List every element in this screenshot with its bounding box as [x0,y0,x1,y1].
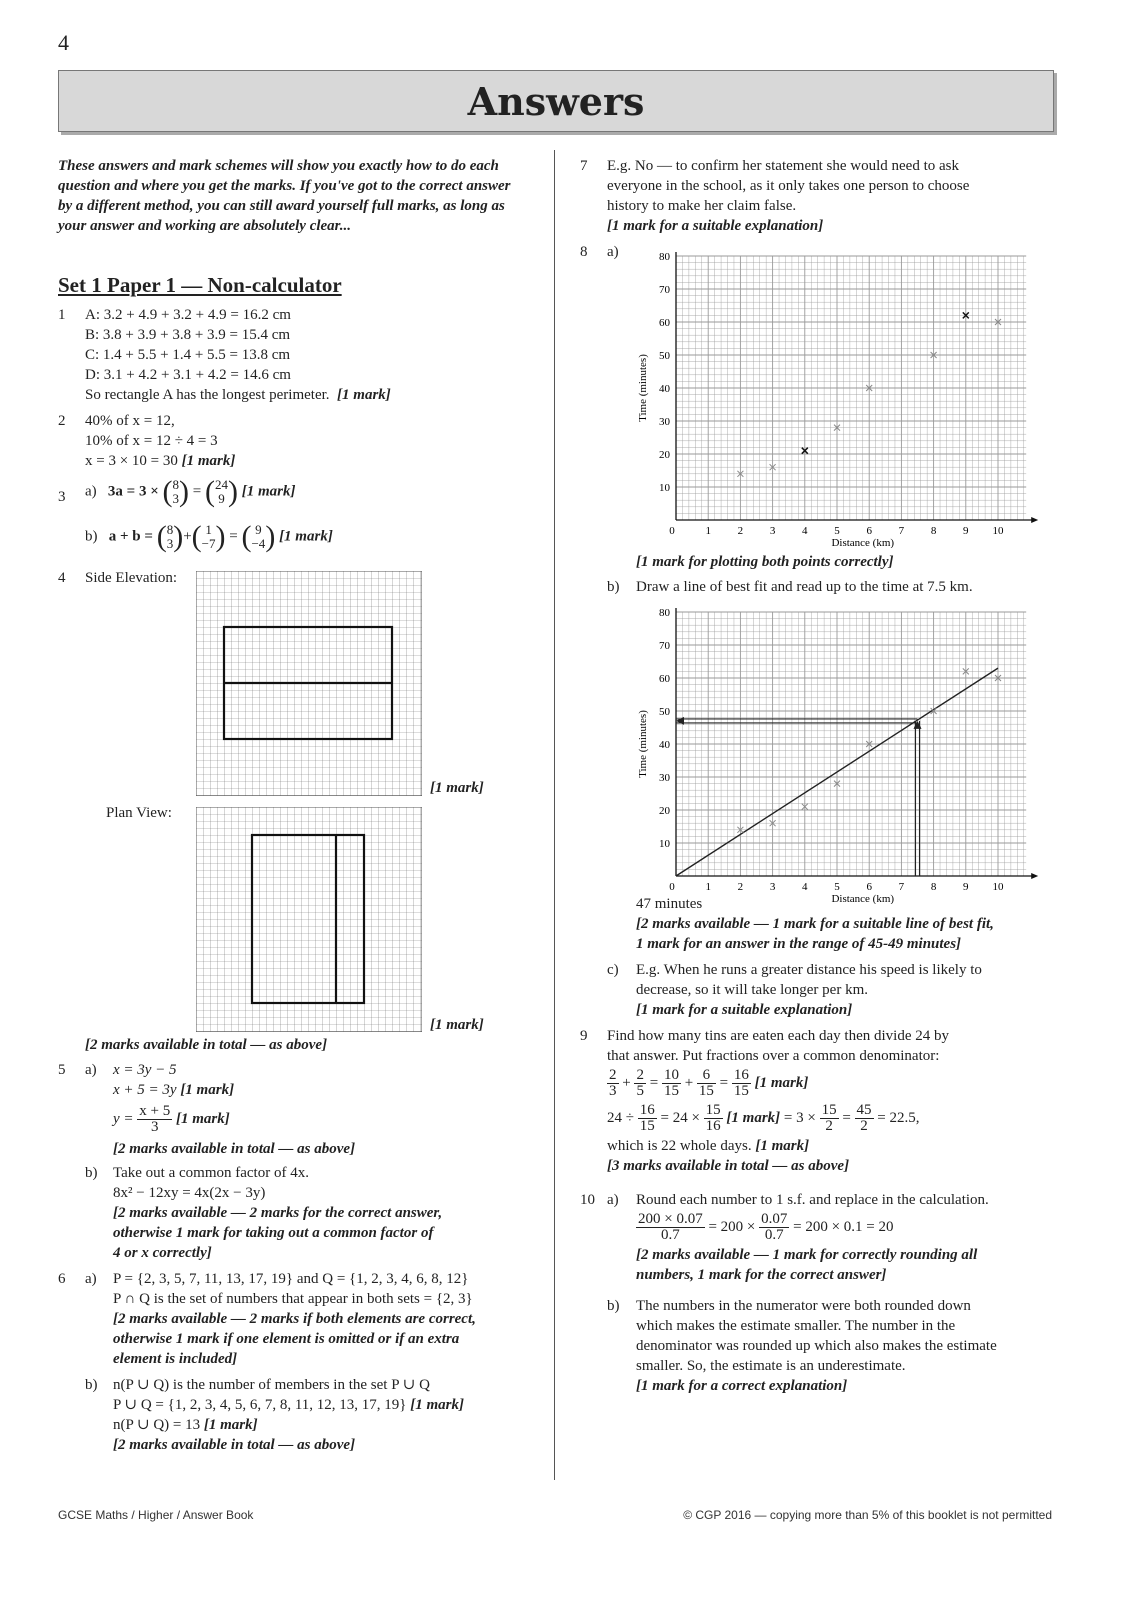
q1-line: A: 3.2 + 4.9 + 3.2 + 4.9 = 16.2 cm [85,307,291,323]
x-tick-label: 1 [705,525,711,537]
y-tick-label: 50 [659,350,670,362]
y-tick-label: 20 [659,805,670,817]
y-tick-label: 50 [659,706,670,718]
q4-plan-label: Plan View: [106,805,172,821]
q1-line: C: 1.4 + 5.5 + 1.4 + 5.5 = 13.8 cm [85,347,291,363]
y-tick-label: 20 [659,449,670,461]
q8-b-answer: 47 minutes [636,896,703,912]
q10-b-label: b) [607,1298,620,1314]
x-tick-label: 1 [705,881,711,893]
q3-b-mark: [1 mark] [279,528,333,545]
q4-mark-1: [1 mark] [430,780,484,796]
q6-b-label: b) [85,1377,98,1393]
q1-number: 1 [58,307,66,323]
y-tick-label: 10 [659,838,670,850]
q8-a-label: a) [607,244,619,260]
x-tick-label: 4 [802,881,808,893]
q1-line: D: 3.1 + 4.2 + 3.1 + 4.2 = 14.6 cm [85,367,291,383]
q7-number: 7 [580,158,588,174]
q10-b-body: The numbers in the numerator were both rounded down which makes the estimate smaller. The number in the denominator was rounded up which also makes the estimate smaller. So, the estimate is an underestimate. [1 mark for a correct explanation] [636,1298,997,1394]
q3-part-b: b) a + b = (8 3)+( 1 −7) = ( 9 −4) [1 mark] [85,520,333,553]
y-tick-label: 70 [659,640,670,652]
y-axis-label: Time (minutes) [637,354,649,422]
column-divider [554,150,555,1480]
page-title: Answers [467,79,645,124]
q6-b-body: n(P ∪ Q) is the number of members in the set P ∪ Q P ∪ Q = {1, 2, 3, 4, 5, 6, 7, 8, 11, 12, 13, 17, 19} [1 mark] n(P ∪ Q) = 13 [1 mark] [2 marks available in total — as above] [113,1377,464,1453]
footer-left: GCSE Maths / Higher / Answer Book [58,1508,254,1522]
x-axis-label: Distance (km) [831,893,895,904]
q2-mark: [1 mark] [181,453,236,469]
x-tick-label: 7 [898,525,905,537]
q8-b-text: Draw a line of best fit and read up to the time at 7.5 km. [636,579,973,595]
page-number: 4 [58,30,69,55]
x-tick-label: 2 [737,525,744,537]
reading-arrow-left [676,717,684,725]
q8-a-mark: [1 mark for plotting both points correctly] [636,554,894,570]
footer-right: © CGP 2016 — copying more than 5% of this booklet is not permitted [683,1508,1052,1522]
x-tick-label: 8 [930,881,937,893]
y-tick-label: 40 [659,383,670,395]
q10-number: 10 [580,1192,595,1208]
x-tick-label: 5 [834,881,840,893]
x-tick-label: 10 [992,525,1004,537]
q7-body: E.g. No — to confirm her statement she would need to ask everyone in the school, as it only takes one person to choose history to make her claim false. [1 mark for a suitable explanation] [607,158,970,234]
x-tick-label: 8 [930,525,937,537]
y-axis-label: Time (minutes) [637,710,649,778]
x-tick-label: 6 [866,525,872,537]
q4-mark-2: [1 mark] [430,1017,484,1033]
q1-conclusion: So rectangle A has the longest perimeter. [1 mark] [85,387,391,403]
q1-line: B: 3.8 + 3.9 + 3.8 + 3.9 = 15.4 cm [85,327,291,343]
x-tick-label: 10 [992,881,1004,893]
q1-mark: [1 mark] [337,387,391,403]
q5-number: 5 [58,1062,66,1078]
y-tick-label: 60 [659,317,670,329]
q3-number: 3 [58,489,66,505]
x-axis-label: Distance (km) [831,537,895,548]
q9-body: Find how many tins are eaten each day then divide 24 by that answer. Put fractions over a common denominator: $\frac{2}{3}$ + $\frac{2}{5}$ = $\frac{10}{15}$ + $\frac{6}{15}$ = $\frac{16}{15}$ [1 mark] 24 ÷ $\frac{16}{15}$ = 24 × $\frac{15}{16}$ [1 mark] = 3 × $\frac{15}{2}$ = $\frac{45}{2}$ = 22.5, which is 22 whole days. [1 mark] [3 marks available in total — as above] [607,1028,949,1174]
set-heading: Set 1 Paper 1 — Non-calculator [58,273,342,297]
y-tick-label: 80 [659,607,670,619]
q6-a-label: a) [85,1271,97,1287]
x-tick-label: 6 [866,881,872,893]
q3-a-mark: [1 mark] [241,483,296,500]
q8-number: 8 [580,244,588,260]
q6-a-body: P = {2, 3, 5, 7, 11, 13, 17, 19} and Q = {1, 2, 3, 4, 6, 8, 12} P ∩ Q is the set of numbers that appear in both sets = {2, 3} [2 marks available — 2 marks if both elements are correct, otherwise 1 mark if one element is omitted or if an extra element is included] [113,1271,476,1367]
q2-line: 40% of x = 12, [85,413,175,429]
q10-a-body: Round each number to 1 s.f. and replace in the calculation. $\frac{200 \times 0.07}{0.7}$ = 200 × $\frac{0.07}{0.7}$ = 200 × 0.1 = 20 [2 marks available — 1 mark for correctly rounding all numbers, 1 mark for the correct answer] [636,1192,989,1283]
x-tick-label: 2 [737,881,744,893]
scatter-chart-a [630,248,1045,548]
q5-a-body: x = 3y − 5 x + 5 = 3y [1 mark] y = $\frac{x + 5}{3}$ [1 mark] [2 marks available in total — as above] [113,1062,356,1157]
x-tick-label: 9 [963,525,969,537]
scatter-chart-b [630,604,1045,904]
q4-side-label: Side Elevation: [85,570,178,586]
q6-number: 6 [58,1271,66,1287]
x-tick-label: 9 [963,881,969,893]
y-tick-label: 30 [659,416,670,428]
y-tick-label: 80 [659,251,670,263]
y-tick-label: 30 [659,772,670,784]
q2-line: x = 3 × 10 = 30 [1 mark] [85,453,236,469]
q3-part-a: a) 3a = 3 × (8 3) = (24 9 ) [1 mark] [85,475,296,508]
intro-text: These answers and mark schemes will show you exactly how to do each question and where you get the marks. If you've got to the correct answer by a different method, you can still award yourself full marks, as long as your answer and working are absolutely clear... [58,158,511,234]
q8-b-label: b) [607,579,620,595]
q4-number: 4 [58,570,66,586]
q8-c-label: c) [607,962,619,978]
x-tick-label: 0 [669,525,675,537]
x-tick-label: 0 [669,881,675,893]
q5-b-label: b) [85,1165,98,1181]
x-tick-label: 7 [898,881,905,893]
x-tick-label: 5 [834,525,840,537]
title-banner [58,70,1054,132]
q4-total: [2 marks available in total — as above] [85,1037,328,1053]
q2-number: 2 [58,413,66,429]
q5-a-label: a) [85,1062,97,1078]
x-axis-arrow [1031,873,1038,879]
q8-c-body: E.g. When he runs a greater distance his speed is likely to decrease, so it will take longer per km. [1 mark for a suitable explanation] [636,962,982,1018]
q2-line: 10% of x = 12 ÷ 4 = 3 [85,433,218,449]
plan-view-grid [196,807,422,1032]
y-tick-label: 40 [659,739,670,751]
q10-a-label: a) [607,1192,619,1208]
x-axis-arrow [1031,517,1038,523]
y-tick-label: 70 [659,284,670,296]
q2-body [85,411,235,471]
x-tick-label: 3 [769,881,776,893]
q9-number: 9 [580,1028,588,1044]
x-tick-label: 4 [802,525,808,537]
q5-b-body: Take out a common factor of 4x. 8x² − 12xy = 4x(2x − 3y) [2 marks available — 2 marks for the correct answer, otherwise 1 mark for taking out a common factor of 4 or x correctly] [113,1165,443,1261]
q8-b-answer-block: 47 minutes [2 marks available — 1 mark for a suitable line of best fit, 1 mark for an answer in the range of 45-49 minutes] [636,896,994,952]
y-tick-label: 10 [659,482,670,494]
q1-body [85,305,391,405]
x-tick-label: 3 [769,525,776,537]
y-tick-label: 60 [659,673,670,685]
side-elevation-grid [196,571,422,796]
